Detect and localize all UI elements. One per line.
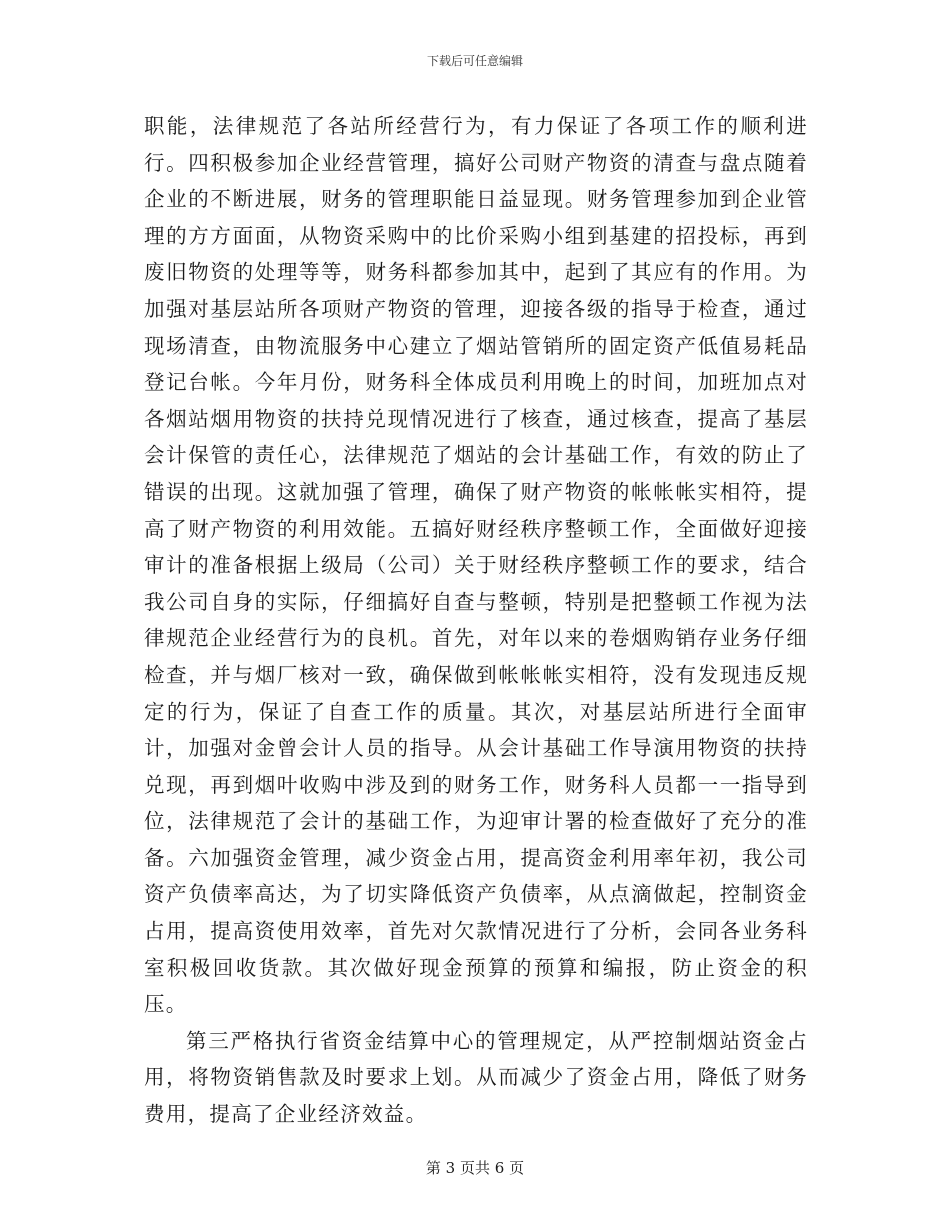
page-number: 第 3 页共 6 页 [425, 1159, 525, 1177]
body-paragraph: 第三严格执行省资金结算中心的管理规定，从严控制烟站资金占用，将物资销售款及时要求上划。从而减少了资金占用，降低了财务费用，提高了企业经济效益。 [144, 1028, 808, 1127]
document-body [144, 108, 808, 1133]
page-header-note: 下载后可任意编辑 [426, 54, 523, 68]
body-paragraph: 职能，法律规范了各站所经营行为，有力保证了各项工作的顺利进行。四积极参加企业经营管理，搞好公司财产物资的清查与盘点随着企业的不断进展，财务的管理职能日益显现。财务管理参加到企业管理的方方面面，从物资采购中的比价采购小组到基建的招投标，再到废旧物资的处理等等，财务科都参加其中，起到了其应有的作用。为加强对基层站所各项财产物资的管理，迎接各级的指导于检查，通过现场清查，由物流服务中心建立了烟站管销所的固定资产低值易耗品登记台帐。今年月份，财务科全体成员利用晚上的时间，加班加点对各烟站烟用物资的扶持兑现情况进行了核查，通过核查，提高了基层会计保管的责任心，法律规范了烟站的会计基础工作，有效的防止了错误的出现。这就加强了管理，确保了财产物资的帐帐帐实相符，提高了财产物资的利用效能。五搞好财经秩序整顿工作，全面做好迎接审计的准备根据上级局（公司）关于财经秩序整顿工作的要求，结合我公司自身的实际，仔细搞好自查与整顿，特别是把整顿工作视为法律规范企业经营行为的良机。首先，对年以来的卷烟购销存业务仔细检查，并与烟厂核对一致，确保做到帐帐帐实相符，没有发现违反规定的行为，保证了自查工作的质量。其次，对基层站所进行全面审计，加强对金曾会计人员的指导。从会计基础工作导演用物资的扶持兑现，再到烟叶收购中涉及到的财务工作，财务科人员都一一指导到位，法律规范了会计的基础工作，为迎审计署的检查做好了充分的准备。六加强资金管理，减少资金占用，提高资金利用率年初，我公司资产负债率高达，为了切实降低资产负债率，从点滴做起，控制资金占用，提高资使用效率，首先对欠款情况进行了分析，会同各业务科室积极回收货款。其次做好现金预算的预算和编报，防止资金的积压。 [144, 114, 808, 1017]
